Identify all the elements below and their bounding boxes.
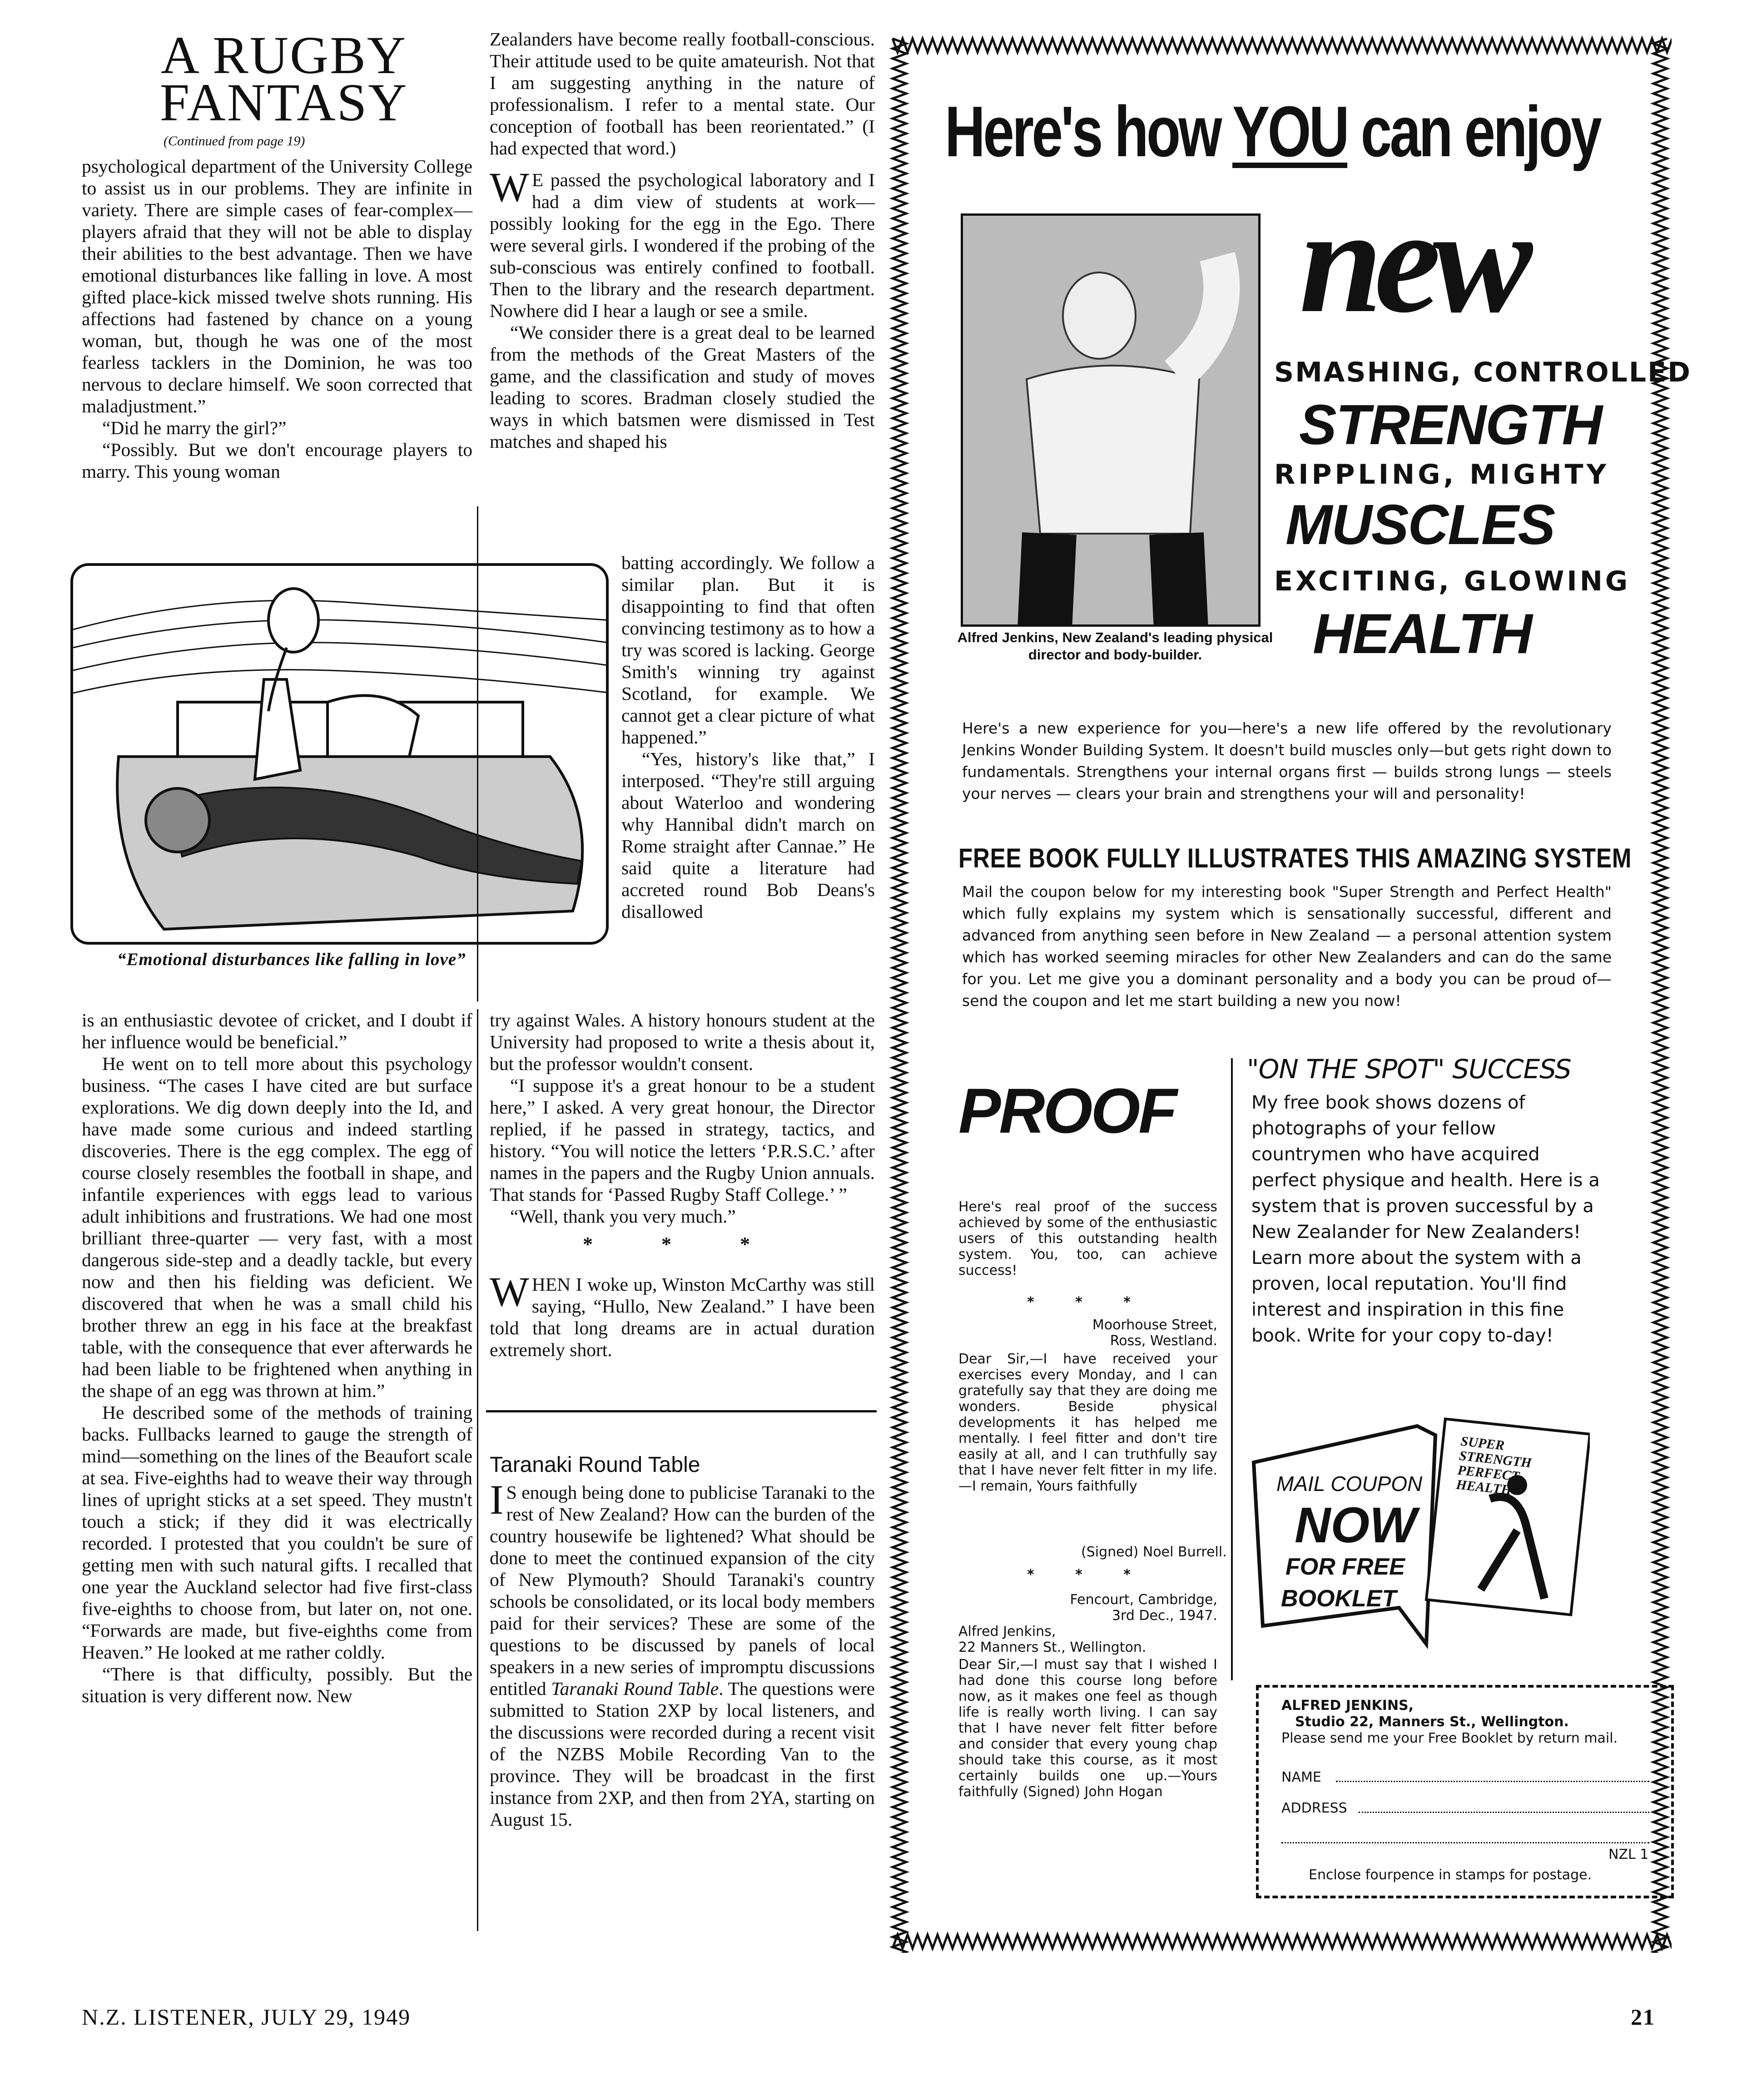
- paragraph: “Possibly. But we don't encourage players to marry. This young woman: [82, 439, 472, 482]
- booklet-cover-title: SUPER STRENGTH PERFECT HEALTH: [1455, 1433, 1533, 1498]
- coupon-name: ALFRED JENKINS,: [1281, 1698, 1414, 1714]
- arrow-line4: BOOKLET: [1281, 1585, 1397, 1612]
- article-col1-bottom: [82, 1009, 472, 1707]
- address-line: Moorhouse Street,: [1092, 1317, 1217, 1333]
- address-line: Ross, Westland.: [1110, 1333, 1217, 1349]
- ad-column-rule: [1231, 1058, 1233, 1680]
- paragraph: batting accordingly. We follow a similar plan. But it is disappointing to find that often convincing testimony as to how a try was scored is lacking. George Smith's winning try against Scotland, for example. We cannot get a clear picture of what happened.”: [621, 552, 875, 748]
- photo-caption: Alfred Jenkins, New Zealand's leading physical director and body-builder.: [957, 629, 1273, 663]
- mail-coupon[interactable]: [1256, 1685, 1674, 1898]
- paragraph: He went on to tell more about this psychology business. “The cases I have cited are but surface explorations. We dig down deeply into the Id, and have made some curious and indeed startling discoveries. There is the egg complex. The egg of course closely resembles the football in shape, and infantile experiences with eggs lead to various adult inhibitions and frustrations. We had one most brilliant three-quarter — very fast, with a most dangerous side-step and a deadly tackle, but every now and then his fielding was deficient. We discovered that when he was a small child his brother threw an egg in his face at the breakfast table, with the consequence that ever afterwards he had been liable to be frightened when anything in the shape of an egg was thrown at him.”: [82, 1053, 472, 1401]
- paragraph: “I suppose it's a great honour to be a student here,” I asked. A very great honour, the Director replied, if he passed in strategy, tactics, and history. “You will notice the letters ‘P.R.S.C.’ after names in the papers and the Rugby Union annuals. That stands for ‘Passed Rugby Staff College.’ ”: [490, 1075, 875, 1205]
- letter1-signature: (Signed) Noel Burrell.: [1081, 1544, 1227, 1560]
- paragraph: Zealanders have become really football-conscious. Their attitude used to be quite amateurish. Not that I am suggesting anything in the nature of professionalism. I refer to a mental state. Our conception of football has been reorientated.” (I had expected that word.): [490, 29, 875, 158]
- coupon-address-label: ADDRESS: [1281, 1800, 1347, 1816]
- column-rule: [477, 506, 478, 1001]
- arrow-line1: MAIL COUPON: [1276, 1472, 1423, 1496]
- paragraph: “Well, thank you very much.”: [510, 1206, 736, 1227]
- paragraph: “Did he marry the girl?”: [102, 417, 287, 438]
- footer-publication: N.Z. LISTENER, JULY 29, 1949: [82, 2004, 411, 2030]
- address-line: Fencourt, Cambridge,: [1070, 1592, 1217, 1608]
- taranaki-heading: Taranaki Round Table: [490, 1453, 700, 1477]
- coupon-name-label: NAME: [1281, 1769, 1321, 1785]
- on-the-spot-text: My free book shows dozens of photographs of your fellow countrymen who have acquired perfect physique and health. Here is a system that is proven successful by a New Zealander for New Zealanders! Learn more about the system with a proven, local reputation. You'll find interest and inspiration in this fine book. Write for your copy to-day!: [1251, 1092, 1600, 1346]
- name-field[interactable]: [1336, 1781, 1649, 1782]
- paragraph: W E passed the psychological laboratory and I had a dim view of students at work—possibly looking for the egg in the Ego. There were several girls. I wondered if the probing of the sub-conscious was entirely confined to football. Then to the library and the research department. Nowhere did I hear a laugh or see a smile.: [490, 164, 875, 321]
- page-number: 21: [1631, 2004, 1655, 2030]
- cartoon-caption: “Emotional disturbances like falling in love”: [117, 950, 466, 969]
- mail-coupon-arrow: [1245, 1408, 1590, 1662]
- address-line: Alfred Jenkins,: [958, 1624, 1056, 1639]
- paragraph: “There is that difficulty, possibly. But the situation is very different now. New: [82, 1664, 472, 1706]
- proof-intro: Here's real proof of the success achieved by some of the enthusiastic users of this outstanding health system. You, too, can achieve success!: [958, 1199, 1217, 1278]
- section-stars: * * *: [583, 1233, 782, 1255]
- ad-intro-text: Here's a new experience for you—here's a new life offered by the revolutionary Jenkins Wonder Building System. It doesn't build muscles only—but gets right down to fundamentals. Strengthens your internal organs first — builds strong lungs — steels your nerves — clears your brain and strengthens your will and personality!: [962, 719, 1612, 802]
- coupon-address: Studio 22, Manners St., Wellington.: [1295, 1714, 1569, 1730]
- free-book-text: Mail the coupon below for my interesting book "Super Strength and Perfect Health" which fully explains my system which is sensationally successful, different and advanced from anything seen before in New Zealand — a personal attention system which has worked seeming miracles for other New Zealanders and can do the same for you. Let me give you a dominant personality and a body you can be proud of—send the coupon and let me start building a new you now!: [962, 883, 1612, 1010]
- letter1-body: Dear Sir,—I have received your exercises every Monday, and I can gratefully say that they are doing me wonders. Beside physical developments it has helped me mentally. I feel fitter and don't tire easily at all, and I can truthfully say that I have never felt fitter in my life.—I remain, Yours faithfully: [958, 1351, 1217, 1494]
- ad-line-exciting: EXCITING, GLOWING: [1274, 565, 1631, 597]
- ad-line-smashing: SMASHING, CONTROLLED: [1274, 357, 1692, 388]
- paragraph: psychological department of the University College to assist us in our problems. They are infinite in variety. There are simple cases of fear-complex—players afraid that they will not be able to display their abilities to the best advantage. Then we have emotional disturbances like falling in love. A most gifted place-kick missed twelve shots running. His affections had fastened by chance on a young woman, but, though he was one of the most fearless tacklers in the Dominion, he was too nervous to declare himself. We soon corrected that maladjustment.”: [82, 156, 472, 416]
- ad-headline: Here's how YOU can enjoy: [945, 92, 1600, 172]
- new-word: new: [1299, 178, 1525, 344]
- paragraph: WHEN I woke up, Winston McCarthy was still saying, “Hullo, New Zealand.” I have been told that long dreams are in actual duration extremely short.: [490, 1268, 875, 1360]
- free-book-heading: FREE BOOK FULLY ILLUSTRATES THIS AMAZING SYSTEM: [958, 843, 1632, 873]
- proof-stars: * * *: [1027, 1294, 1149, 1310]
- article-col2-top: [490, 28, 875, 452]
- address-line: 3rd Dec., 1947.: [1112, 1608, 1217, 1624]
- letter2-address: [1045, 1592, 1217, 1624]
- taranaki-body: [490, 1476, 875, 1830]
- ad-line-strength: STRENGTH: [1299, 394, 1602, 456]
- arrow-line3: FOR FREE: [1285, 1554, 1405, 1580]
- drop-cap: W: [490, 164, 529, 210]
- address-field[interactable]: [1359, 1812, 1649, 1813]
- ad-line-rippling: RIPPLING, MIGHTY: [1274, 459, 1610, 490]
- address-line: 22 Manners St., Wellington.: [958, 1639, 1146, 1655]
- column-rule: [477, 1009, 478, 1931]
- drop-cap: I: [490, 1476, 504, 1523]
- proof-heading: PROOF: [958, 1075, 1176, 1146]
- letter2-recipient: [958, 1624, 1217, 1655]
- paragraph: try against Wales. A history honours student at the University had proposed to write a thesis about it, but the professor wouldn't consent.: [490, 1010, 875, 1074]
- on-the-spot-heading: "ON THE SPOT" SUCCESS: [1247, 1054, 1571, 1085]
- letter2-body: Dear Sir,—I must say that I wished I had done this course long before now, as it makes one feel as though life is really worth living. I can say that I have never felt fitter before and consider that every young chap should take this course, as it most certainly builds one up.—Yours faithfully (Signed) John Hogan: [958, 1657, 1217, 1800]
- continued-note: (Continued from page 19): [164, 134, 305, 149]
- article-col2-bottom: [490, 1009, 875, 1361]
- article-col2-narrow: [621, 552, 875, 922]
- drop-cap: W: [490, 1268, 529, 1315]
- article-col1-top: [82, 155, 472, 482]
- proof-stars: * * *: [1027, 1567, 1149, 1583]
- arrow-now: NOW: [1295, 1497, 1417, 1553]
- athlete-photo: [961, 213, 1261, 627]
- section-divider: [486, 1410, 877, 1412]
- paragraph: “We consider there is a great deal to be learned from the methods of the Great Masters of the game, and the classification and study of moves leading to scores. Bradman closely studied the ways in which batsmen were dismissed in Test matches and shaped his: [490, 322, 875, 452]
- paragraph: He described some of the methods of training backs. Fullbacks learned to gauge the strength of mind—something on the lines of the Beaufort scale at sea. Five-eighths had to weave their way through lines of upright sticks at a set speed. They mustn't touch a stick; if they did it was electrically recorded. I protested that you couldn't be sure of getting men with such natural gifts. I recalled that one year the Auckland selector had five first-class five-eighths to choose from, but later on, not one. “Forwards are made, but five-eighths come from Heaven.” He looked at me rather coldly.: [82, 1402, 472, 1663]
- coupon-request: Please send me your Free Booklet by return mail.: [1281, 1730, 1618, 1746]
- paragraph: I S enough being done to publicise Taranaki to the rest of New Zealand? How can the burden of the country housewife be lightened? What should be done to meet the continued expansion of the city of New Plymouth? Should Taranaki's country schools be consolidated, or its local body members paid for their services? These are some of the questions to be discussed by panels of local speakers in a new series of impromptu discussions entitled Taranaki Round Table. The questions were submitted to Station 2XP by local listeners, and the discussions were recorded during a recent visit of the NZBS Mobile Recording Van to the province. They will be broadcast in the first instance from 2XP, and then from 2YA, starting on August 15.: [490, 1476, 875, 1830]
- letter1-address: [1045, 1317, 1217, 1349]
- address-field-line2[interactable]: [1281, 1842, 1649, 1843]
- ad-line-health: HEALTH: [1313, 603, 1532, 665]
- ad-line-muscles: MUSCLES: [1285, 494, 1555, 556]
- cartoon-illustration: [70, 563, 609, 945]
- coupon-code: NZL 1: [1608, 1847, 1649, 1862]
- coupon-footer: Enclose fourpence in stamps for postage.: [1309, 1867, 1592, 1883]
- paragraph: “Yes, history's like that,” I interposed. “They're still arguing about Waterloo and wondering why Hannibal didn't march on Rome straight after Cannae.” He said quite a literature had accreted round Bob Deans's disallowed: [621, 748, 875, 922]
- paragraph: is an enthusiastic devotee of cricket, and I doubt if her influence would be beneficial.”: [82, 1010, 472, 1052]
- article-title: A RUGBY FANTASY: [159, 25, 408, 132]
